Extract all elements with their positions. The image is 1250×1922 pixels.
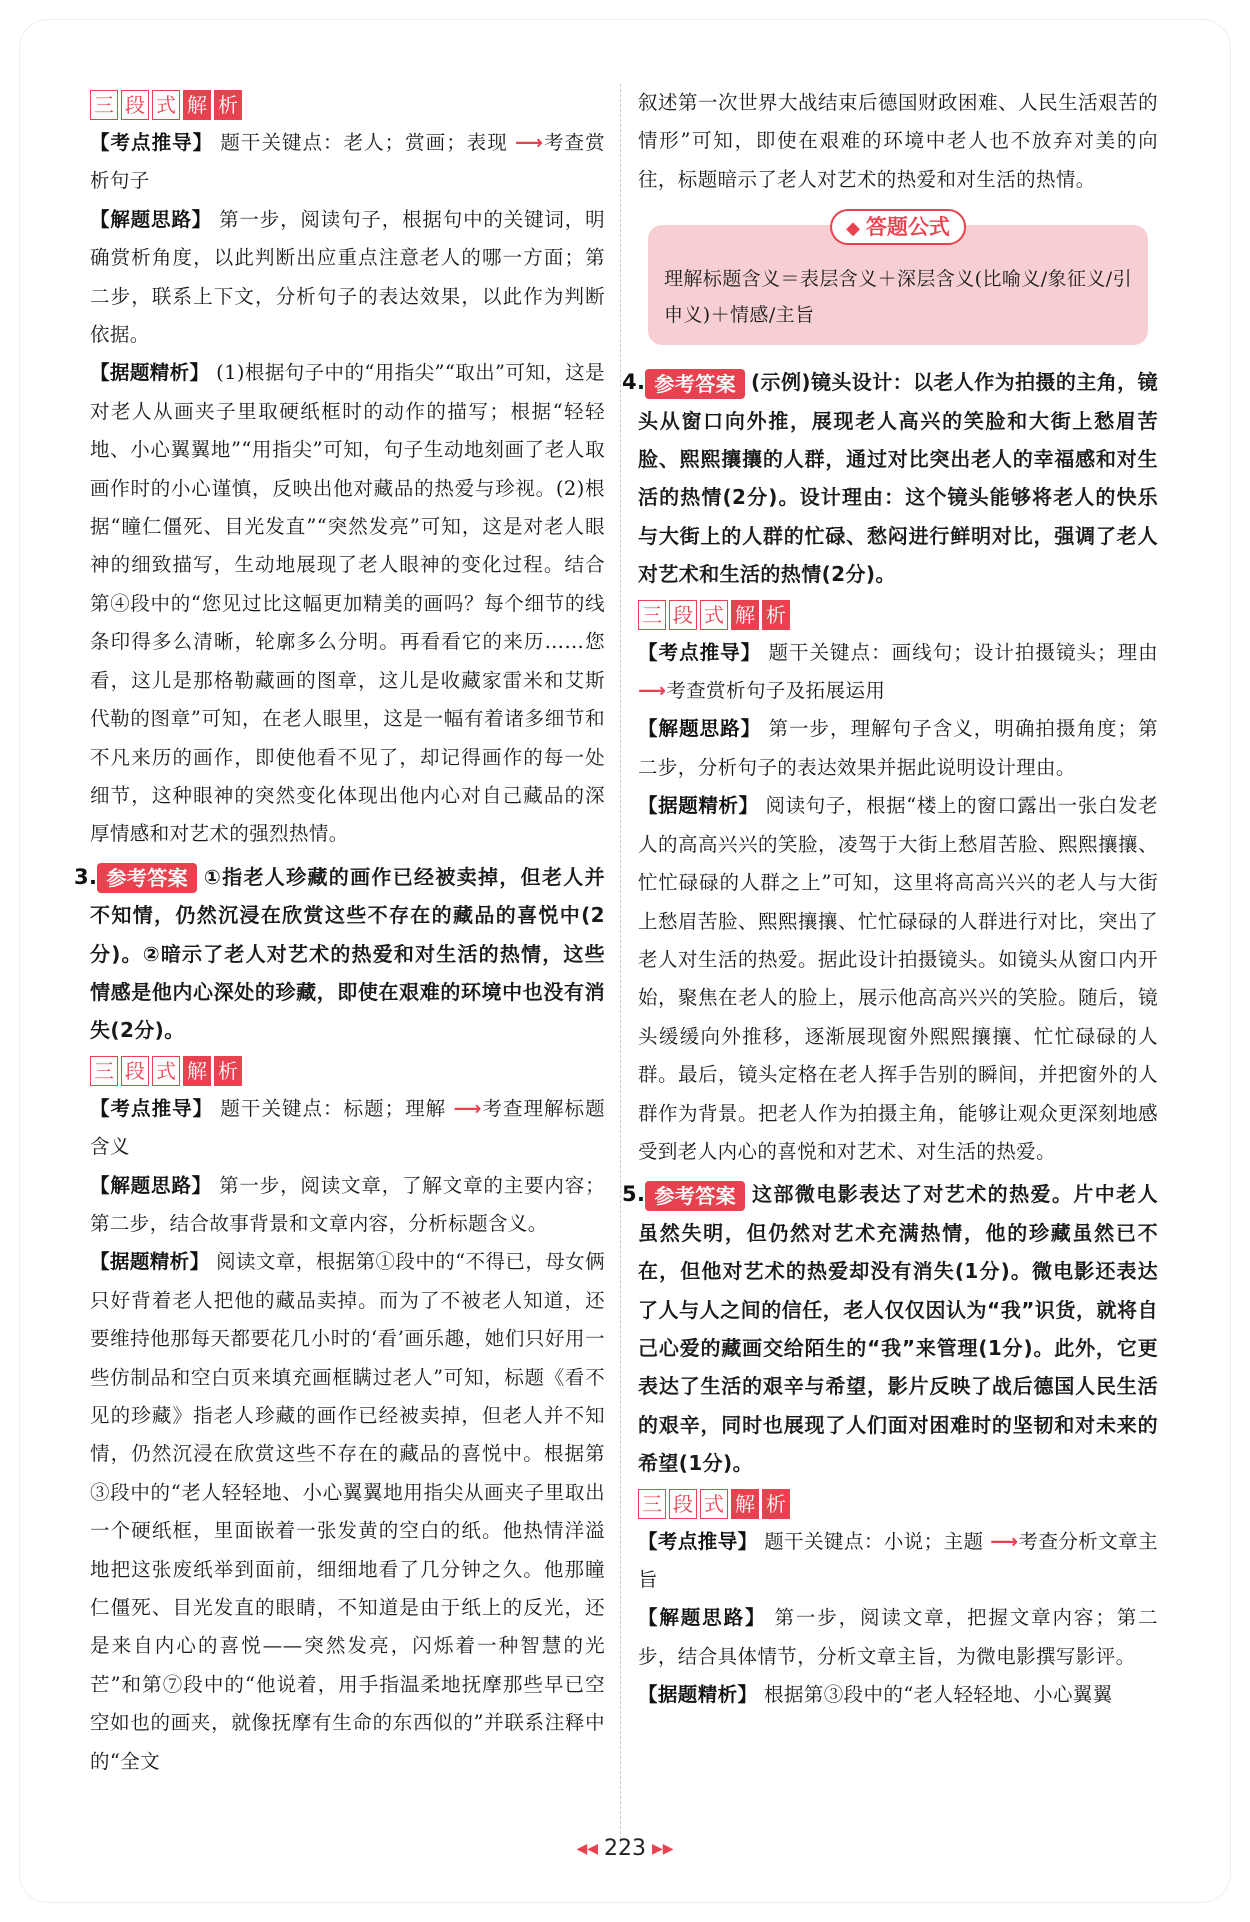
- answer-label: 参考答案: [645, 1181, 745, 1211]
- jujing-paragraph: [90, 1243, 605, 1781]
- page-number: [0, 1836, 1250, 1861]
- jieti-paragraph: [90, 201, 605, 355]
- kaodian-paragraph: [638, 1523, 1158, 1600]
- jujing-label: 【据题精析】: [90, 1250, 210, 1274]
- jieti-paragraph: [638, 710, 1158, 787]
- jieti-label: 【解题思路】: [638, 717, 762, 741]
- kaodian-text: 题干关键点：标题；理解: [220, 1096, 447, 1120]
- sdsx-badge-3: [90, 1056, 605, 1086]
- badge-char: 解: [731, 600, 759, 630]
- formula-title: [830, 209, 966, 245]
- badge-char: 解: [183, 90, 211, 120]
- jujing-text: 根据第③段中的“老人轻轻地、小心翼翼: [764, 1683, 1113, 1707]
- question-number: 3.: [74, 864, 98, 889]
- badge-char: 式: [700, 1489, 728, 1519]
- jieti-text: 第一步，阅读文章，了解文章的主要内容；第二步，结合故事背景和文章内容，分析标题含义。: [90, 1173, 605, 1235]
- kaodian-tail: 考查理解标题含义: [90, 1096, 605, 1159]
- formula-box: [648, 215, 1148, 345]
- answer-q4: [622, 363, 1158, 593]
- jieti-label: 【解题思路】: [90, 1173, 213, 1197]
- page-number-text: 223: [604, 1836, 646, 1861]
- left-column: [74, 84, 605, 1781]
- answer-text: 这部微电影表达了对艺术的热爱。片中老人虽然失明，但仍然对艺术充满热情，他的珍藏虽然已不在，但他对艺术的热爱却没有消失(1分)。微电影还表达了人与人之间的信任，老人仅仅因认为“我”识货，就将自己心爱的藏画交给陌生的“我”来管理(1分)。此外，它更表达了生活的艰辛与希望，影片反映了战后德国人民生活的艰辛，同时也展现了人们面对困难时的坚韧和对未来的希望(1分)。: [638, 1182, 1158, 1476]
- badge-char: 三: [638, 600, 666, 630]
- sdsx-badge-4: [638, 600, 1158, 630]
- jujing-paragraph: [90, 354, 605, 853]
- badge-char: 解: [183, 1056, 211, 1086]
- badge-char: 段: [669, 1489, 697, 1519]
- answer-label: 参考答案: [645, 369, 745, 399]
- diamond-icon: ◆: [846, 218, 860, 240]
- kaodian-tail: 考查赏析句子: [90, 131, 605, 193]
- badge-char: 段: [121, 1056, 149, 1086]
- right-column: [622, 84, 1158, 1715]
- kaodian-text: 题干关键点：老人；赏画；表现: [220, 131, 508, 154]
- jujing-label: 【据题精析】: [638, 1683, 758, 1707]
- arrow-icon: ⟶: [990, 1529, 1019, 1553]
- column-divider: [620, 84, 621, 1844]
- jieti-paragraph: [90, 1167, 605, 1244]
- badge-char: 段: [669, 600, 697, 630]
- jieti-text: 第一步，阅读句子，根据句中的关键词，明确赏析角度，以此判断出应重点注意老人的哪一方面；第二步，联系上下文，分析句子的表达效果，以此作为判断依据。: [90, 207, 605, 347]
- kaodian-paragraph: [90, 124, 605, 201]
- formula-text: 理解标题含义＝表层含义＋深层含义(比喻义/象征义/引申义)＋情感/主旨: [664, 268, 1132, 327]
- jujing-label: 【据题精析】: [90, 361, 210, 385]
- badge-char: 析: [214, 1056, 242, 1086]
- badge-char: 三: [90, 1056, 118, 1086]
- jieti-text: 第一步，阅读文章，把握文章内容；第二步，结合具体情节，分析文章主旨，为微电影撰写影评。: [638, 1606, 1158, 1668]
- kaodian-label: 【考点推导】: [638, 1529, 758, 1553]
- jujing-text: 阅读文章，根据第①段中的“不得已，母女俩只好背着老人把他的藏品卖掉。而为了不被老人知道，还要维持他那每天都要花几小时的‘看’画乐趣，她们只好用一些仿制品和空白页来填充画框瞒过老人”可知，标题《看不见的珍藏》指老人珍藏的画作已经被卖掉，但老人并不知情，仍然沉浸在欣赏这些不存在的藏品的喜悦中。根据第③段中的“老人轻轻地、小心翼翼地用指尖从画夹子里取出一个硬纸框，里面嵌着一张发黄的空白的纸。他热情洋溢地把这张废纸举到面前，细细地看了几分钟之久。他那瞳仁僵死、目光发直的眼睛，不知道是由于纸上的反光，还是来自内心的喜悦——突然发亮，闪烁着一种智慧的光芒”和第⑦段中的“他说着，用手指温柔地抚摩那些早已空空如也的画夹，就像抚摩有生命的东西似的”并联系注释中的“全文: [90, 1250, 605, 1773]
- arrow-icon: ⟶: [453, 1096, 482, 1120]
- kaodian-label: 【考点推导】: [638, 640, 762, 664]
- badge-char: 解: [731, 1489, 759, 1519]
- jieti-text: 第一步，理解句子含义，明确拍摄角度；第二步，分析句子的表达效果并据此说明设计理由。: [638, 717, 1158, 779]
- kaodian-tail: 考查分析文章主旨: [638, 1529, 1158, 1591]
- answer-lead: (示例): [751, 370, 811, 395]
- badge-char: 析: [762, 600, 790, 630]
- answer-q5: [622, 1175, 1158, 1482]
- sdsx-badge-5: [638, 1489, 1158, 1519]
- left-arrows-icon: ◀◀: [576, 1841, 598, 1857]
- answer-text: ①指老人珍藏的画作已经被卖掉，但老人并不知情，仍然沉浸在欣赏这些不存在的藏品的喜悦中(2分)。②暗示了老人对艺术的热爱和对生活的热情，这些情感是他内心深处的珍藏，即使在艰难的环境中也没有消失(2分)。: [90, 864, 605, 1043]
- kaodian-tail: 考查赏析句子及拓展运用: [666, 679, 886, 703]
- jujing-text: (1)根据句子中的“用指尖”“取出”可知，这是对老人从画夹子里取硬纸框时的动作的描写；根据“轻轻地、小心翼翼地”“用指尖”可知，句子生动地刻画了老人取画作时的小心谨慎，反映出他对藏品的热爱与珍视。(2)根据“瞳仁僵死、目光发直”“突然发亮”可知，这是对老人眼神的细致描写，生动地展现了老人眼神的变化过程。结合第④段中的“您见过比这幅更加精美的画吗？每个细节的线条印得多么清晰，轮廓多么分明。再看看它的来历……您看，这儿是那格勒藏画的图章，这儿是收藏家雷米和艾斯代勒的图章”可知，在老人眼里，这是一幅有着诸多细节和不凡来历的画作，即使他看不见了，却记得画作的每一处细节，这种眼神的突然变化体现出他内心对自己藏品的深厚情感和对艺术的强烈热情。: [90, 361, 605, 846]
- jieti-label: 【解题思路】: [90, 207, 213, 231]
- kaodian-text: 题干关键点：小说；主题: [764, 1529, 984, 1553]
- kaodian-text: 题干关键点：画线句；设计拍摄镜头；理由: [768, 640, 1158, 664]
- arrow-icon: ⟶: [515, 131, 544, 154]
- badge-char: 析: [762, 1489, 790, 1519]
- jujing-paragraph: [638, 787, 1158, 1171]
- jieti-label: 【解题思路】: [638, 1606, 767, 1630]
- jujing-text: 阅读句子，根据“楼上的窗口露出一张白发老人的高高兴兴的笑脸，凌驾于大街上愁眉苦脸、熙熙攘攘、忙忙碌碌的人群之上”可知，这里将高高兴兴的老人与大街上愁眉苦脸、熙熙攘攘、忙忙碌碌的人群进行对比，突出了老人对生活的热爱。据此设计拍摄镜头。如镜头从窗口内开始，聚焦在老人的脸上，展示他高高兴兴的笑脸。随后，镜头缓缓向外推移，逐渐展现窗外熙熙攘攘、忙忙碌碌的人群。最后，镜头定格在老人挥手告别的瞬间，并把窗外的人群作为背景。把老人作为拍摄主角，能够让观众更深刻地感受到老人内心的喜悦和对艺术、对生活的热爱。: [638, 794, 1158, 1163]
- badge-char: 式: [152, 1056, 180, 1086]
- jujing-paragraph: [638, 1676, 1158, 1714]
- continued-paragraph: 叙述第一次世界大战结束后德国财政困难、人民生活艰苦的情形”可知，即使在艰难的环境中老人也不放弃对美的向往，标题暗示了老人对艺术的热爱和对生活的热情。: [638, 91, 1158, 191]
- question-number: 4.: [622, 370, 646, 395]
- arrow-icon: ⟶: [638, 679, 667, 703]
- answer-q3: [74, 858, 605, 1050]
- jieti-paragraph: [638, 1599, 1158, 1676]
- kaodian-label: 【考点推导】: [90, 1096, 214, 1120]
- badge-char: 三: [638, 1489, 666, 1519]
- formula-title-text: 答题公式: [865, 215, 950, 240]
- answer-text: 镜头设计：以老人作为拍摄的主角，镜头从窗口向外推，展现老人高兴的笑脸和大街上愁眉苦脸、熙熙攘攘的人群，通过对比突出老人的幸福感和对生活的热情(2分)。设计理由：这个镜头能够将老人的快乐与大街上的人群的忙碌、愁闷进行鲜明对比，强调了老人对艺术和生活的热情(2分)。: [638, 370, 1158, 587]
- badge-char: 式: [152, 90, 180, 120]
- sdsx-badge-1: [90, 90, 605, 120]
- jujing-label: 【据题精析】: [638, 794, 759, 818]
- kaodian-label: 【考点推导】: [90, 131, 214, 154]
- badge-char: 三: [90, 90, 118, 120]
- kaodian-paragraph: [90, 1090, 605, 1167]
- right-arrows-icon: ▶▶: [652, 1841, 674, 1857]
- badge-char: 段: [121, 90, 149, 120]
- question-number: 5.: [622, 1182, 646, 1207]
- answer-label: 参考答案: [97, 863, 197, 893]
- badge-char: 式: [700, 600, 728, 630]
- kaodian-paragraph: [638, 634, 1158, 711]
- badge-char: 析: [214, 90, 242, 120]
